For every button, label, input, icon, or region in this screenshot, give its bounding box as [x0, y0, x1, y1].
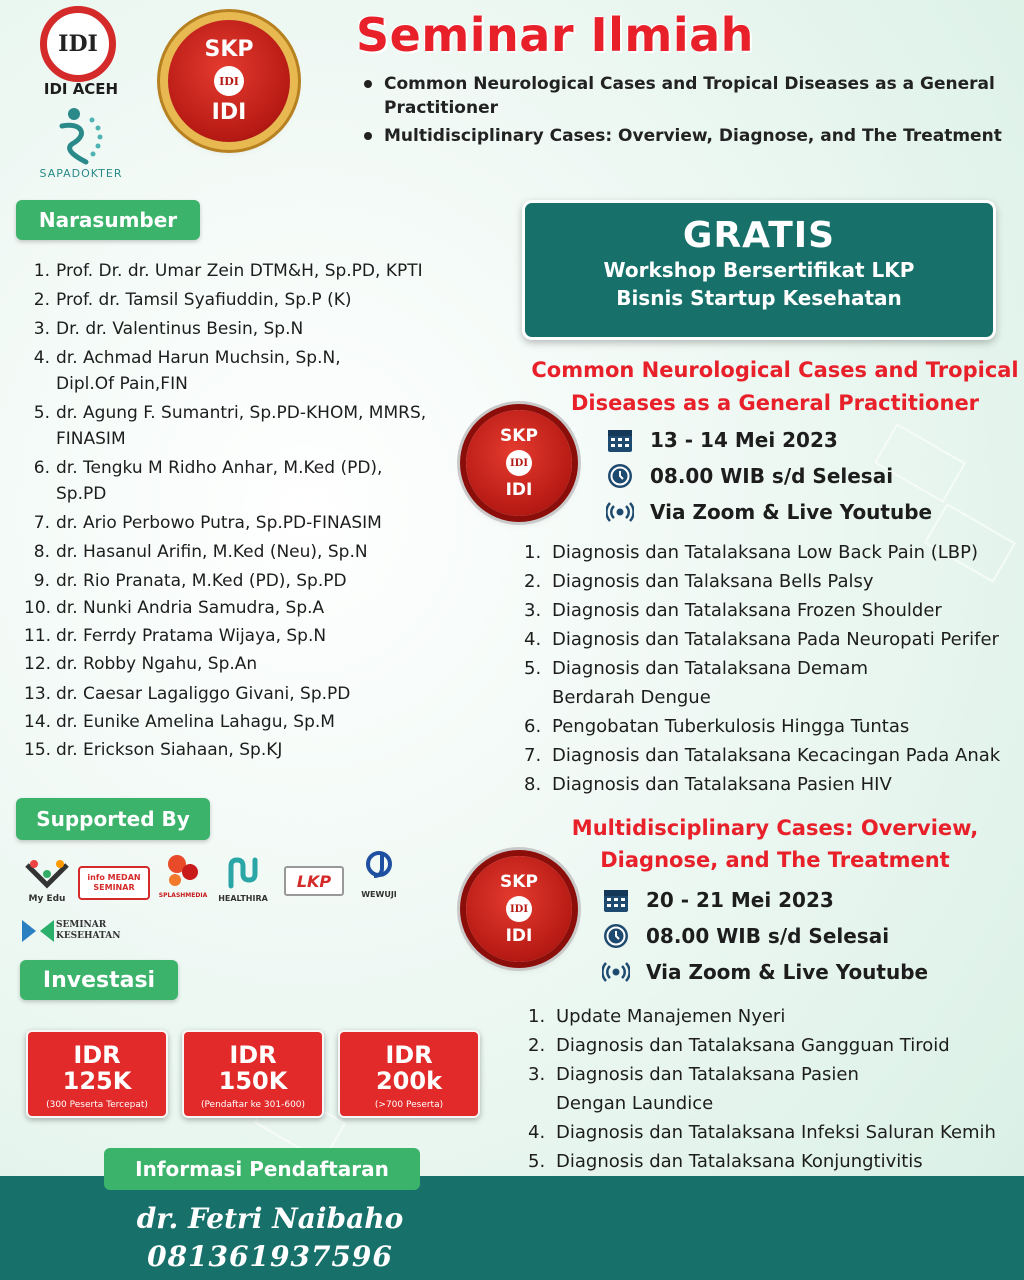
splashmedia-logo-icon	[163, 852, 203, 888]
idi-seal-icon: IDI	[506, 450, 532, 476]
speaker-item: 1. Prof. Dr. dr. Umar Zein DTM&H, Sp.PD, KPTI	[33, 261, 423, 281]
narasumber-heading: Narasumber	[16, 200, 200, 240]
speaker-item: 7. dr. Ario Perbowo Putra, Sp.PD-FINASIM	[33, 513, 382, 533]
list-item: 8. Diagnosis dan Tatalaksana Pasien HIV	[524, 774, 892, 795]
broadcast-icon	[606, 498, 634, 526]
logo-healthira	[214, 856, 272, 906]
topic-item: Multidisciplinary Cases: Overview, Diagnose, and The Treatment	[362, 124, 1002, 148]
price-note: (300 Peserta Tercepat)	[46, 1100, 148, 1110]
price-amount: 125K	[62, 1067, 132, 1095]
calendar-icon	[602, 886, 630, 914]
speaker-item: 14. dr. Eunike Amelina Lahagu, Sp.M	[24, 712, 335, 732]
topic-item: Common Neurological Cases and Tropical Diseases as a General Practitioner	[362, 72, 1002, 120]
idi-seal-icon: IDI	[214, 66, 244, 96]
list-item: 5. Diagnosis dan Tatalaksana Konjungtivitis	[528, 1151, 923, 1172]
list-item: 1. Diagnosis dan Tatalaksana Low Back Pain (LBP)	[524, 542, 979, 563]
wewuji-label: WEWUJI	[361, 890, 397, 899]
price-currency: IDR	[229, 1041, 277, 1069]
logo-seminar-kesehatan	[20, 914, 130, 948]
session2-info	[602, 882, 1002, 990]
info-medan-seminar-label: info MEDAN SEMINAR	[87, 873, 141, 892]
logo-info-medan-seminar	[78, 866, 150, 900]
list-item: 1. Update Manajemen Nyeri	[528, 1006, 786, 1027]
idi-seal-icon: IDI	[506, 896, 532, 922]
broadcast-icon	[602, 958, 630, 986]
session1-time: 08.00 WIB s/d Selesai	[650, 464, 894, 488]
price-card	[26, 1030, 168, 1118]
price-card	[182, 1030, 324, 1118]
session1-date: 13 - 14 Mei 2023	[650, 428, 838, 452]
splashmedia-label: SPLASHMEDIA	[158, 892, 208, 899]
session1-title-line1: Common Neurological Cases and Tropical	[531, 358, 1019, 382]
price-amount: 200k	[375, 1067, 443, 1095]
list-item: 3. Diagnosis dan Tatalaksana Pasien Dengan Laundice	[528, 1064, 859, 1114]
price-amount: 150K	[218, 1067, 288, 1095]
supported-by-heading: Supported By	[16, 798, 210, 840]
speaker-item: 2. Prof. dr. Tamsil Syafiuddin, Sp.P (K)	[33, 290, 352, 310]
speaker-item: 12. dr. Robby Ngahu, Sp.An	[24, 654, 258, 674]
speaker-item: 15. dr. Erickson Siahaan, Sp.KJ	[24, 740, 283, 760]
lkp-label: LKP	[296, 871, 332, 891]
logo-lkp	[284, 866, 344, 896]
healthira-label: HEALTHIRA	[218, 894, 268, 903]
idi-aceh-label: IDI ACEH	[43, 80, 119, 98]
list-item: 4. Diagnosis dan Tatalaksana Infeksi Saluran Kemih	[528, 1122, 996, 1143]
medal-bottom-text: IDI	[211, 100, 247, 125]
speaker-item: 4. dr. Achmad Harun Muchsin, Sp.N, Dipl.Of Pain,FIN	[33, 348, 341, 394]
session1-title-line2: Diseases as a General Practitioner	[570, 391, 980, 415]
session1-title	[520, 354, 1024, 420]
session2-title	[540, 812, 1010, 876]
speaker-item: 11. dr. Ferrdy Pratama Wijaya, Sp.N	[24, 626, 327, 646]
investasi-heading: Investasi	[20, 960, 178, 1000]
session1-via-row	[606, 494, 1006, 530]
gratis-banner	[522, 200, 996, 340]
medal-bottom-text: IDI	[505, 480, 533, 500]
speaker-item: 13. dr. Caesar Lagaliggo Givani, Sp.PD	[24, 684, 351, 704]
contact-phone[interactable]: 081361937596	[147, 1240, 393, 1273]
logo-wewuji	[356, 850, 402, 904]
session1-info	[606, 422, 1006, 530]
session1-time-row	[606, 458, 1006, 494]
speaker-item: 8. dr. Hasanul Arifin, M.Ked (Neu), Sp.N	[33, 542, 368, 562]
calendar-icon	[606, 426, 634, 454]
price-currency: IDR	[73, 1041, 121, 1069]
list-item: 2. Diagnosis dan Tatalaksana Gangguan Tiroid	[528, 1035, 950, 1056]
session1-date-row	[606, 422, 1006, 458]
session2-title-line2: Diagnose, and The Treatment	[600, 848, 950, 872]
sapadokter-label: SAPADOKTER	[39, 167, 123, 180]
healthira-logo-icon	[225, 856, 261, 890]
price-card	[338, 1030, 480, 1118]
registration-heading: Informasi Pendaftaran	[104, 1148, 420, 1190]
speaker-item: 5. dr. Agung F. Sumantri, Sp.PD-KHOM, MMRS, FINASIM	[33, 403, 427, 449]
speaker-item: 9. dr. Rio Pranata, M.Ked (PD), Sp.PD	[33, 571, 347, 591]
gratis-title: GRATIS	[682, 215, 836, 256]
list-item: 4. Diagnosis dan Tatalaksana Pada Neuropati Perifer	[524, 629, 999, 650]
medal-top-text: SKP	[204, 37, 254, 62]
seminar-kesehatan-logo-icon	[20, 916, 56, 946]
clock-icon	[602, 922, 630, 950]
speaker-list	[24, 258, 484, 763]
sapadokter-logo-icon	[52, 104, 106, 166]
session1-topic-list	[524, 538, 1014, 799]
page-title: Seminar Ilmiah	[356, 8, 754, 62]
skp-idi-medal	[168, 20, 290, 142]
session2-date: 20 - 21 Mei 2023	[646, 888, 834, 912]
session2-time: 08.00 WIB s/d Selesai	[646, 924, 890, 948]
session2-date-row	[602, 882, 1002, 918]
list-item: 5. Diagnosis dan Tatalaksana Demam Berdarah Dengue	[524, 658, 868, 708]
price-currency: IDR	[385, 1041, 433, 1069]
price-note: (Pendaftar ke 301-600)	[200, 1100, 306, 1110]
speaker-item: 3. Dr. dr. Valentinus Besin, Sp.N	[33, 319, 304, 339]
seminar-kesehatan-label: SEMINAR KESEHATAN	[56, 920, 121, 941]
wewuji-logo-icon	[362, 850, 396, 886]
price-note: (>700 Peserta)	[374, 1100, 444, 1110]
medal-top-text: SKP	[500, 426, 538, 446]
idi-logo	[40, 6, 116, 82]
logo-myedu	[22, 860, 72, 906]
session2-title-line1: Multidisciplinary Cases: Overview,	[571, 816, 979, 840]
session2-via: Via Zoom & Live Youtube	[646, 960, 929, 984]
session2-time-row	[602, 918, 1002, 954]
list-item: 2. Diagnosis dan Talaksana Bells Palsy	[524, 571, 874, 592]
list-item: 7. Diagnosis dan Tatalaksana Kecacingan Pada Anak	[524, 745, 1001, 766]
idi-logo-mark: IDI	[58, 31, 98, 57]
session1-via: Via Zoom & Live Youtube	[650, 500, 933, 524]
logo-splashmedia	[158, 852, 208, 904]
myedu-logo-icon	[22, 860, 72, 890]
speaker-item: 6. dr. Tengku M Ridho Anhar, M.Ked (PD), Sp.PD	[33, 458, 383, 504]
list-item: 3. Diagnosis dan Tatalaksana Frozen Shoulder	[524, 600, 942, 621]
medal-top-text: SKP	[500, 872, 538, 892]
speaker-item: 10. dr. Nunki Andria Samudra, Sp.A	[24, 598, 325, 618]
contact-name: dr. Fetri Naibaho	[136, 1202, 404, 1235]
myedu-label: My Edu	[28, 894, 66, 904]
skp-idi-medal	[466, 410, 572, 516]
list-item: 6. Pengobatan Tuberkulosis Hingga Tuntas	[524, 716, 910, 737]
topic-list	[362, 72, 1002, 152]
skp-idi-medal	[466, 856, 572, 962]
gratis-line2: Bisnis Startup Kesehatan	[616, 286, 902, 310]
clock-icon	[606, 462, 634, 490]
medal-bottom-text: IDI	[505, 926, 533, 946]
gratis-line1: Workshop Bersertifikat LKP	[603, 258, 915, 282]
session2-via-row	[602, 954, 1002, 990]
